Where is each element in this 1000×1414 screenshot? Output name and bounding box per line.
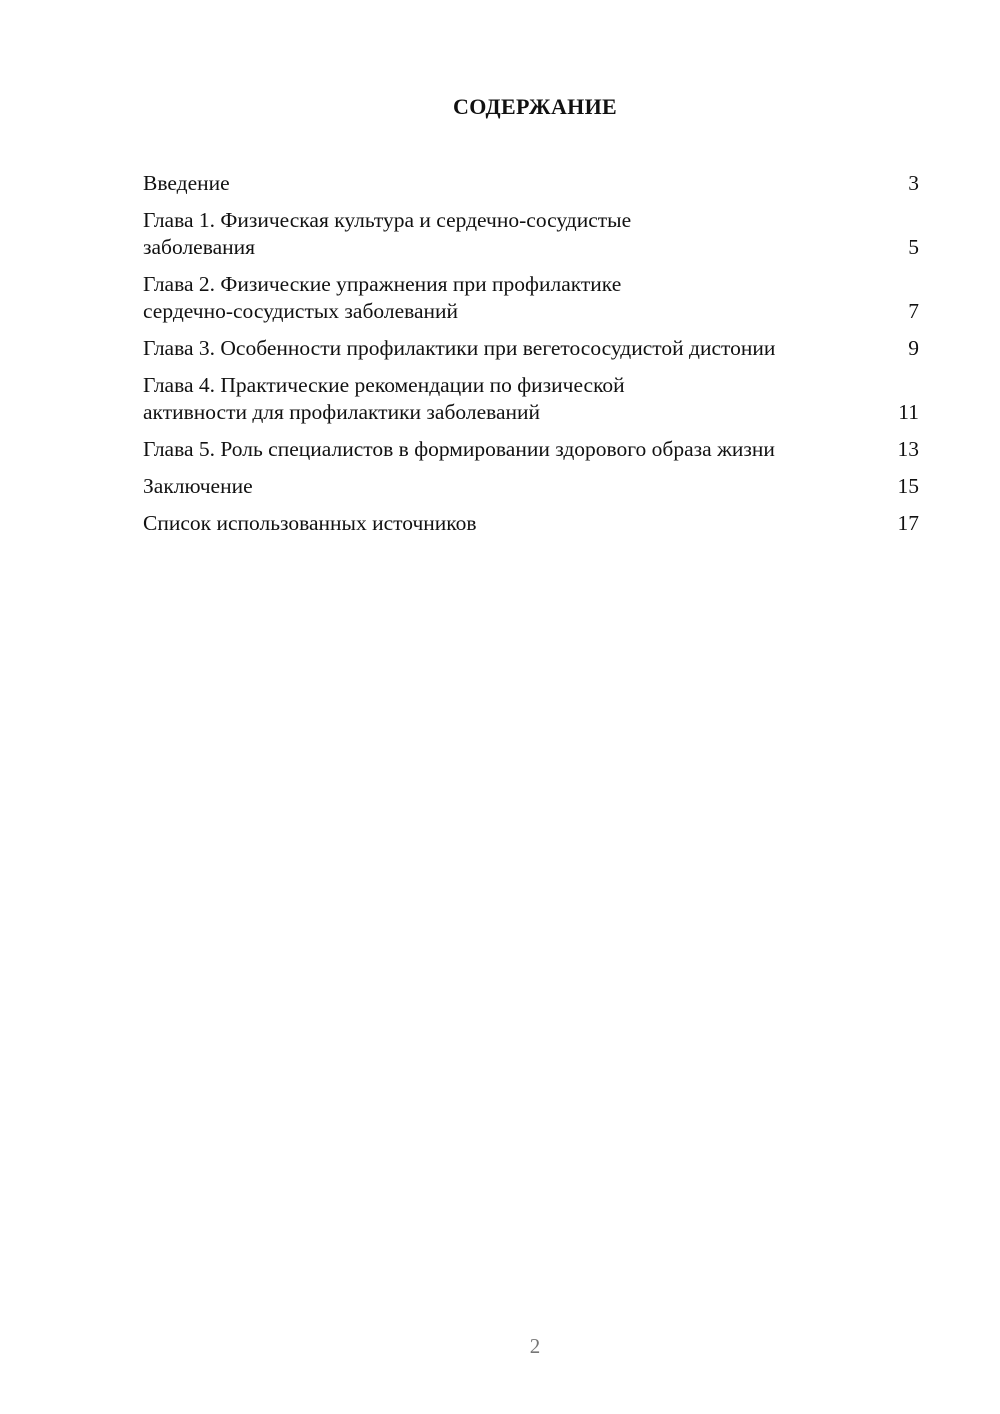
toc-entry-page: 7 — [908, 299, 919, 323]
toc-entry-title: Заключение — [143, 474, 253, 498]
page-title: СОДЕРЖАНИЕ — [453, 94, 617, 119]
toc-entry-chapter-3 — [143, 335, 919, 362]
toc-entry-references — [143, 510, 919, 537]
toc-entry-title: Глава 5. Роль специалистов в формировании здорового образа жизни — [143, 437, 775, 461]
toc-entry-title: Глава 1. Физическая культура и сердечно-сосудистые заболевания — [143, 208, 632, 259]
toc-entry-title: Глава 2. Физические упражнения при профилактике сердечно-сосудистых заболеваний — [143, 272, 622, 323]
toc-entry-page: 13 — [897, 437, 919, 461]
toc-entry-title: Глава 4. Практические рекомендации по физической активности для профилактики заболеваний — [143, 373, 625, 424]
toc-entry-introduction — [143, 170, 919, 197]
toc-entry-chapter-5 — [143, 436, 919, 463]
toc-entry-page: 17 — [897, 511, 919, 535]
toc-entry-page: 15 — [897, 474, 919, 498]
toc-entry-conclusion — [143, 473, 919, 500]
toc-entry-chapter-1 — [143, 207, 919, 261]
toc-entry-chapter-2 — [143, 271, 919, 325]
toc-entry-title: Глава 3. Особенности профилактики при вегетососудистой дистонии — [143, 336, 776, 360]
toc-entry-title: Введение — [143, 171, 230, 195]
toc-entry-page: 5 — [908, 235, 919, 259]
toc-entry-page: 9 — [908, 336, 919, 360]
table-of-contents — [143, 170, 919, 547]
toc-entry-title: Список использованных источников — [143, 511, 477, 535]
toc-entry-page: 3 — [908, 171, 919, 195]
toc-entry-page: 11 — [898, 400, 919, 424]
toc-entry-chapter-4 — [143, 372, 919, 426]
page-number: 2 — [529, 1334, 541, 1358]
